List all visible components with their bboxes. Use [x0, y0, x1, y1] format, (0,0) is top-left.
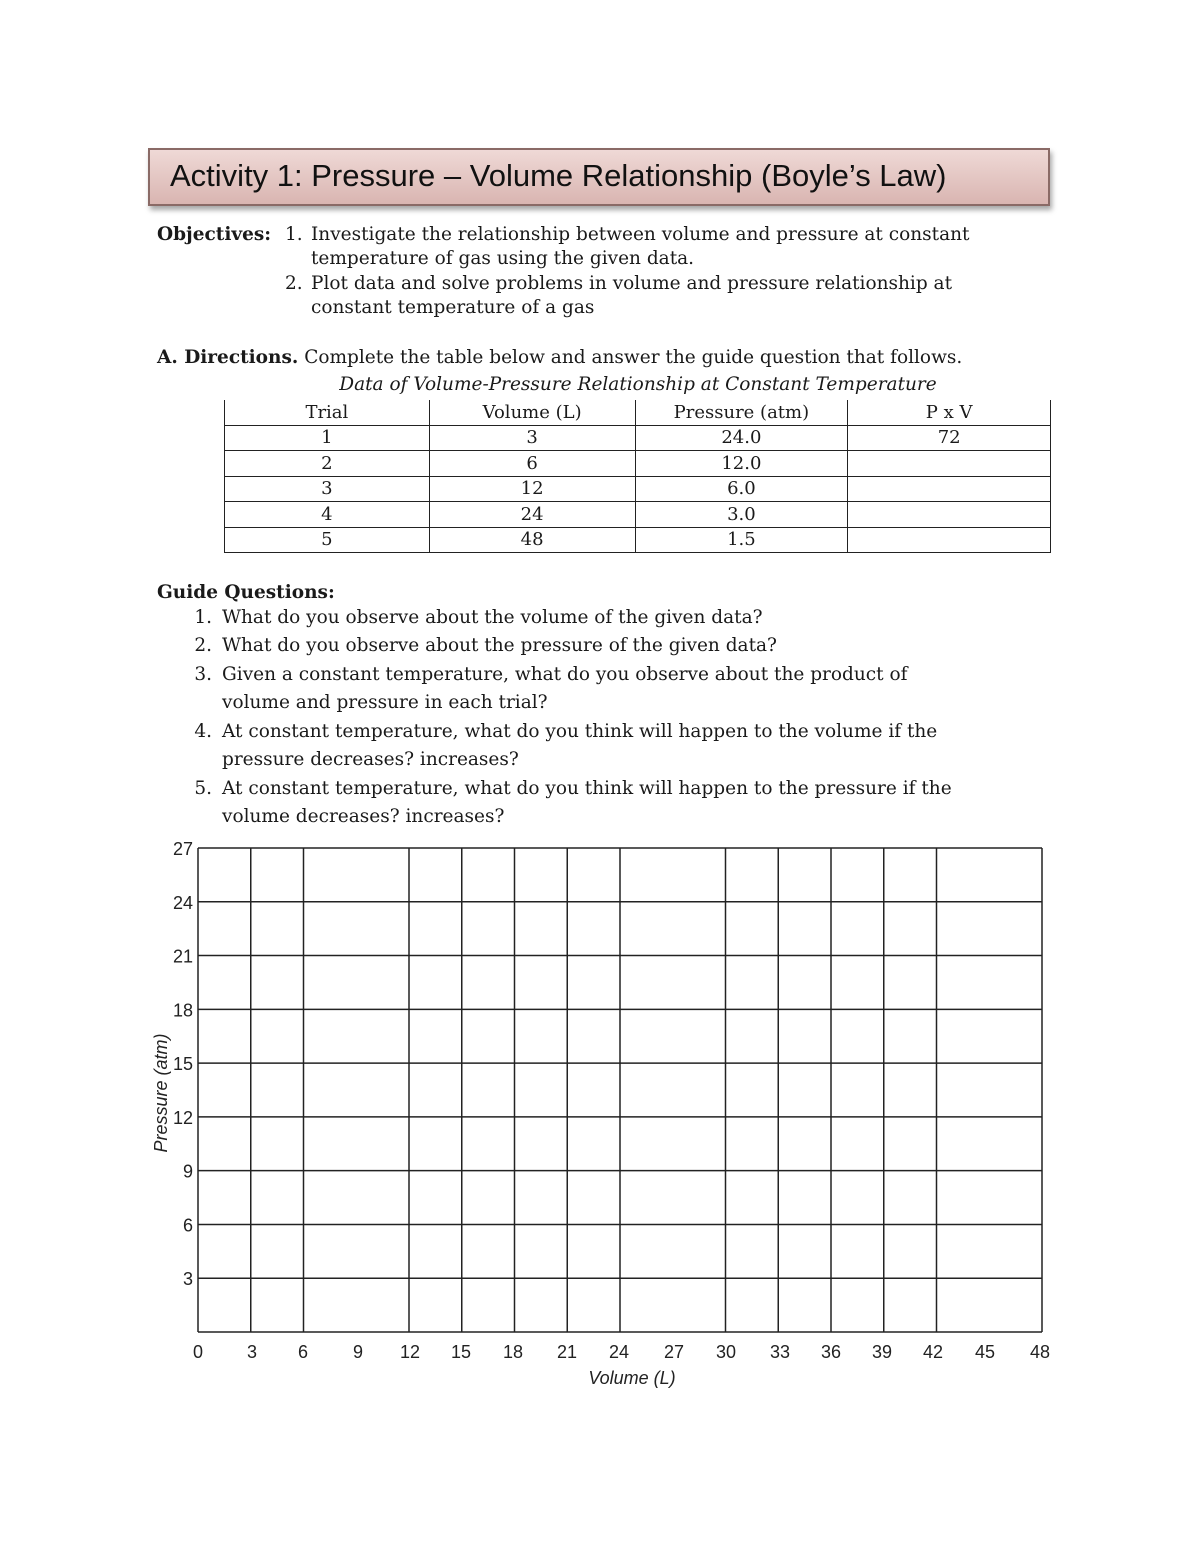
- cell-pressure: 6.0: [635, 476, 848, 502]
- objective-1-line-1: Investigate the relationship between volume and pressure at constant: [311, 224, 970, 245]
- x-tick-label: 12: [399, 1342, 421, 1362]
- x-tick-label: 18: [502, 1342, 524, 1362]
- cell-volume: 6: [429, 451, 635, 477]
- x-tick-label: 24: [608, 1342, 630, 1362]
- cell-pressure: 24.0: [635, 425, 848, 451]
- y-tick-label: 21: [172, 946, 193, 967]
- objective-2-number: 2.: [285, 273, 303, 294]
- cell-volume: 48: [429, 527, 635, 553]
- y-tick-label: 18: [172, 1000, 193, 1021]
- objectives-label: Objectives:: [157, 224, 272, 245]
- x-tick-label: 33: [769, 1342, 791, 1362]
- activity-title: Activity 1: Pressure – Volume Relationship (Boyle’s Law): [170, 158, 947, 193]
- x-tick-label: 21: [556, 1342, 578, 1362]
- y-tick-label: 24: [172, 892, 193, 913]
- cell-volume: 3: [429, 425, 635, 451]
- cell-trial: 1: [225, 425, 430, 451]
- cell-pressure: 1.5: [635, 527, 848, 553]
- x-tick-label: 9: [352, 1342, 364, 1362]
- objective-1-number: 1.: [285, 224, 303, 245]
- x-tick-label: 48: [1029, 1342, 1051, 1362]
- header-pressure: Pressure (atm): [635, 400, 848, 425]
- x-tick-label: 15: [450, 1342, 472, 1362]
- question-text: Given a constant temperature, what do you observe about the product of: [222, 664, 908, 685]
- header-volume: Volume (L): [429, 400, 635, 425]
- question-number: 5.: [194, 778, 212, 799]
- y-axis-label: Pressure (atm): [151, 1033, 171, 1153]
- question-text: What do you observe about the volume of the given data?: [222, 607, 763, 628]
- x-tick-label: 27: [663, 1342, 685, 1362]
- cell-pressure: 12.0: [635, 451, 848, 477]
- x-tick-label: 6: [297, 1342, 309, 1362]
- x-axis-ticks: [193, 1342, 1050, 1362]
- cell-pressure: 3.0: [635, 502, 848, 528]
- x-tick-label: 39: [871, 1342, 893, 1362]
- x-tick-label: 0: [192, 1342, 204, 1362]
- x-tick-label: 45: [974, 1342, 996, 1362]
- question-text-continued: pressure decreases? increases?: [222, 749, 519, 770]
- question-text: At constant temperature, what do you think will happen to the volume if the: [222, 721, 938, 742]
- graph-grid: [198, 848, 1042, 1332]
- cell-trial: 2: [225, 451, 430, 477]
- header-trial: Trial: [225, 400, 430, 425]
- question-text-continued: volume and pressure in each trial?: [222, 692, 548, 713]
- cell-trial: 5: [225, 527, 430, 553]
- objective-2-line-2: constant temperature of a gas: [311, 297, 595, 318]
- directions-text: Complete the table below and answer the guide question that follows.: [304, 347, 963, 368]
- y-tick-label: 27: [172, 839, 193, 859]
- y-tick-label: 12: [172, 1107, 193, 1128]
- cell-volume: 12: [429, 476, 635, 502]
- question-text-continued: volume decreases? increases?: [222, 806, 505, 827]
- question-text: What do you observe about the pressure of the given data?: [222, 635, 777, 656]
- cell-volume: 24: [429, 502, 635, 528]
- header-pxv: P x V: [848, 400, 1051, 425]
- directions-label: A. Directions.: [157, 347, 299, 368]
- y-tick-label: 15: [172, 1054, 193, 1075]
- objective-2-line-1: Plot data and solve problems in volume and pressure relationship at: [311, 273, 953, 294]
- question-number: 3.: [194, 664, 212, 685]
- question-number: 2.: [194, 635, 212, 656]
- objective-1-line-2: temperature of gas using the given data.: [311, 248, 695, 269]
- cell-trial: 3: [225, 476, 430, 502]
- question-number: 1.: [194, 607, 212, 628]
- x-tick-label: 42: [922, 1342, 944, 1362]
- guide-questions-heading: Guide Questions:: [157, 582, 335, 603]
- cell-trial: 4: [225, 502, 430, 528]
- question-text: At constant temperature, what do you think will happen to the pressure if the: [222, 778, 952, 799]
- x-tick-label: 3: [246, 1342, 258, 1362]
- y-axis-ticks: [173, 839, 193, 1289]
- cell-pxv: 72: [848, 425, 1051, 451]
- x-tick-label: 30: [715, 1342, 737, 1362]
- y-tick-label: 9: [182, 1161, 193, 1182]
- y-tick-label: 6: [182, 1215, 193, 1236]
- question-number: 4.: [194, 721, 212, 742]
- table-caption: Data of Volume-Pressure Relationship at Constant Temperature: [339, 374, 937, 395]
- x-tick-label: 36: [820, 1342, 842, 1362]
- y-tick-label: 3: [182, 1269, 193, 1290]
- x-axis-label: Volume (L): [588, 1368, 676, 1388]
